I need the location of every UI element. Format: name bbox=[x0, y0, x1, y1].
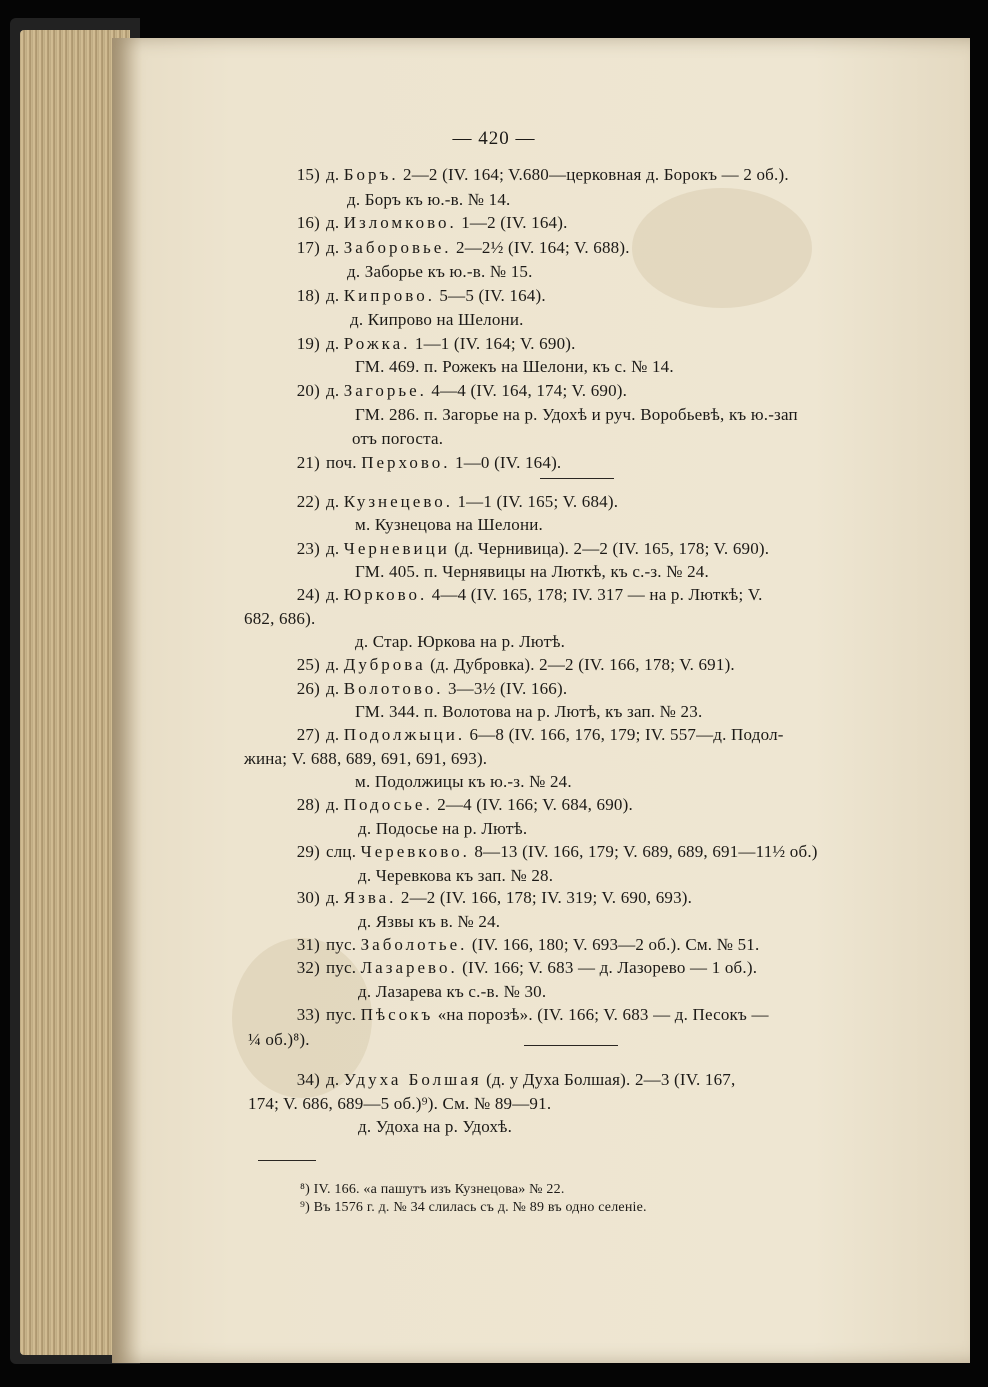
entry-25 bbox=[270, 655, 735, 675]
entry-34 bbox=[270, 1070, 735, 1090]
footnote-mark: ⁸) bbox=[300, 1182, 310, 1197]
entry-note: д. Удоха на р. Удохѣ. bbox=[358, 1117, 513, 1136]
entry-26 bbox=[270, 679, 567, 699]
footnote-9 bbox=[300, 1198, 647, 1218]
entry-note: д. Заборье къ ю.-в. № 15. bbox=[347, 262, 533, 281]
entry-number: 16) bbox=[296, 213, 320, 232]
entry-15 bbox=[270, 165, 789, 185]
entry-details: 8—13 (IV. 166, 179; V. 689, 689, 691—11½ об.) bbox=[474, 842, 818, 861]
entry-16 bbox=[270, 213, 568, 233]
entry-number: 27) bbox=[296, 725, 320, 744]
entry-details: 4—4 (IV. 164, 174; V. 690). bbox=[431, 381, 628, 400]
entry-22 bbox=[270, 492, 618, 512]
entry-33 bbox=[270, 1005, 769, 1025]
settlement-name: Изломково. bbox=[343, 213, 457, 232]
entry-number: 29) bbox=[296, 842, 320, 861]
entry-number: 32) bbox=[296, 958, 320, 977]
settlement-name: Заболотье. bbox=[360, 935, 468, 954]
settlement-type: д. bbox=[326, 213, 340, 232]
entry-number: 26) bbox=[296, 679, 320, 698]
settlement-name: Заборовье. bbox=[343, 238, 452, 257]
settlement-name: Подосье. bbox=[343, 795, 433, 814]
entry-details: (д. Чернивица). 2—2 (IV. 165, 178; V. 690). bbox=[454, 539, 770, 558]
entry-note: д. Стар. Юркова на р. Лютѣ. bbox=[355, 632, 566, 651]
settlement-name: Боръ. bbox=[343, 165, 399, 184]
entry-number: 33) bbox=[296, 1005, 320, 1024]
entry-note: д. Боръ къ ю.-в. № 14. bbox=[347, 190, 511, 209]
entry-number: 31) bbox=[296, 935, 320, 954]
entry-27 bbox=[270, 725, 784, 745]
entry-note: м. Подолжицы къ ю.-з. № 24. bbox=[355, 772, 572, 791]
section-divider bbox=[524, 1045, 618, 1046]
entry-number: 22) bbox=[296, 492, 320, 511]
entry-number: 25) bbox=[296, 655, 320, 674]
entry-note: ГМ. 405. п. Чернявицы на Люткѣ, къ с.-з. № 24. bbox=[355, 562, 709, 581]
settlement-type: д. bbox=[326, 492, 340, 511]
entry-note: д. Черевкова къ зап. № 28. bbox=[358, 866, 554, 885]
settlement-name: Кипрово. bbox=[343, 286, 435, 305]
entry-note: ГМ. 344. п. Волотова на р. Лютѣ, къ зап. № 23. bbox=[355, 702, 703, 721]
entry-18 bbox=[270, 286, 546, 306]
entry-note: ГМ. 286. п. Загорье на р. Удохѣ и руч. Воробьевѣ, къ ю.-зап bbox=[355, 405, 798, 424]
entry-24 bbox=[270, 585, 763, 605]
entry-note: д. Лазарева къ с.-в. № 30. bbox=[358, 982, 547, 1001]
settlement-type: поч. bbox=[326, 453, 357, 472]
entry-21 bbox=[270, 453, 561, 473]
settlement-name: Лазарево. bbox=[360, 958, 458, 977]
entry-number: 34) bbox=[296, 1070, 320, 1089]
settlement-type: д. bbox=[326, 655, 340, 674]
entry-details: (д. Дубровка). 2—2 (IV. 166, 178; V. 691). bbox=[430, 655, 735, 674]
entry-23 bbox=[270, 539, 769, 559]
settlement-name: Волотово. bbox=[343, 679, 444, 698]
settlement-name: Черевково. bbox=[360, 842, 470, 861]
settlement-name: Кузнецево. bbox=[343, 492, 453, 511]
entry-continuation: жина; V. 688, 689, 691, 691, 693). bbox=[244, 749, 488, 768]
entry-number: 30) bbox=[296, 888, 320, 907]
settlement-type: пус. bbox=[326, 958, 357, 977]
footnote-mark: ⁹) bbox=[300, 1200, 310, 1215]
entry-28 bbox=[270, 795, 633, 815]
footnote-text: IV. 166. «а пашутъ изъ Кузнецова» № 22. bbox=[313, 1182, 565, 1197]
section-divider bbox=[540, 478, 614, 479]
settlement-type: слц. bbox=[326, 842, 357, 861]
entry-note: д. Кипрово на Шелони. bbox=[350, 310, 524, 329]
entry-note: м. Кузнецова на Шелони. bbox=[355, 515, 543, 534]
entry-number: 19) bbox=[296, 334, 320, 353]
entry-31 bbox=[270, 935, 759, 955]
settlement-name: Удуха Болшая bbox=[343, 1070, 482, 1089]
settlement-name: Дуброва bbox=[343, 655, 426, 674]
settlement-type: д. bbox=[326, 795, 340, 814]
entry-20 bbox=[270, 381, 627, 401]
footnote-8 bbox=[300, 1180, 565, 1200]
entry-details: 6—8 (IV. 166, 176, 179; IV. 557—д. Подол- bbox=[469, 725, 784, 744]
settlement-type: д. bbox=[326, 1070, 340, 1089]
entry-32 bbox=[270, 958, 757, 978]
settlement-name: Подолжыци. bbox=[343, 725, 466, 744]
page-number: — 420 — bbox=[452, 128, 536, 149]
entry-note: д. Подосье на р. Лютѣ. bbox=[358, 819, 528, 838]
entry-number: 17) bbox=[296, 238, 320, 257]
entry-continuation: 174; V. 686, 689—5 об.)⁹). См. № 89—91. bbox=[248, 1094, 552, 1113]
settlement-name: Язва. bbox=[343, 888, 397, 907]
entry-details: 1—1 (IV. 164; V. 690). bbox=[414, 334, 576, 353]
entry-number: 28) bbox=[296, 795, 320, 814]
settlement-type: д. bbox=[326, 539, 340, 558]
settlement-type: д. bbox=[326, 238, 340, 257]
entry-30 bbox=[270, 888, 692, 908]
entry-details: 3—3½ (IV. 166). bbox=[447, 679, 568, 698]
entry-details: 2—2 (IV. 166, 178; IV. 319; V. 690, 693). bbox=[400, 888, 693, 907]
entry-note: ГМ. 469. п. Рожекъ на Шелони, къ с. № 14. bbox=[355, 357, 674, 376]
entry-note: отъ погоста. bbox=[352, 429, 444, 448]
settlement-name: Перхово. bbox=[361, 453, 451, 472]
settlement-type: д. bbox=[326, 286, 340, 305]
entry-number: 24) bbox=[296, 585, 320, 604]
settlement-type: д. bbox=[326, 725, 340, 744]
entry-details: 1—2 (IV. 164). bbox=[461, 213, 568, 232]
settlement-type: д. bbox=[326, 679, 340, 698]
entry-17 bbox=[270, 238, 630, 258]
entry-details: 2—2½ (IV. 164; V. 688). bbox=[456, 238, 630, 257]
settlement-type: д. bbox=[326, 585, 340, 604]
paper-stain bbox=[632, 188, 812, 308]
entry-number: 21) bbox=[296, 453, 320, 472]
settlement-name: Юрково. bbox=[343, 585, 428, 604]
entry-note: д. Язвы къ в. № 24. bbox=[358, 912, 501, 931]
settlement-name: Черневици bbox=[343, 539, 450, 558]
settlement-name: Пѣсокъ bbox=[360, 1005, 434, 1024]
book-page bbox=[112, 38, 970, 1363]
entry-details: 1—0 (IV. 164). bbox=[455, 453, 562, 472]
entry-details: 1—1 (IV. 165; V. 684). bbox=[457, 492, 619, 511]
settlement-type: пус. bbox=[326, 1005, 357, 1024]
entry-continuation: ¼ об.)⁸). bbox=[248, 1030, 310, 1049]
footnote-divider bbox=[258, 1160, 316, 1161]
entry-details: 2—4 (IV. 166; V. 684, 690). bbox=[437, 795, 633, 814]
settlement-name: Загорье. bbox=[343, 381, 427, 400]
settlement-type: д. bbox=[326, 334, 340, 353]
entry-details: 5—5 (IV. 164). bbox=[439, 286, 546, 305]
entry-details: (д. у Духа Болшая). 2—3 (IV. 167, bbox=[486, 1070, 736, 1089]
entry-19 bbox=[270, 334, 576, 354]
entry-number: 20) bbox=[296, 381, 320, 400]
entry-details: 2—2 (IV. 164; V.680—церковная д. Борокъ — 2 об.). bbox=[403, 165, 789, 184]
settlement-name: Рожка. bbox=[343, 334, 411, 353]
footnote-text: Въ 1576 г. д. № 34 слилась съ д. № 89 въ одно селеніе. bbox=[313, 1200, 647, 1215]
entry-details: (IV. 166; V. 683 — д. Лазорево — 1 об.). bbox=[462, 958, 758, 977]
entry-number: 15) bbox=[296, 165, 320, 184]
entry-continuation: 682, 686). bbox=[244, 609, 316, 628]
entry-number: 23) bbox=[296, 539, 320, 558]
entry-number: 18) bbox=[296, 286, 320, 305]
entry-29 bbox=[270, 842, 818, 862]
settlement-type: пус. bbox=[326, 935, 357, 954]
settlement-type: д. bbox=[326, 381, 340, 400]
settlement-type: д. bbox=[326, 888, 340, 907]
entry-details: 4—4 (IV. 165, 178; IV. 317 — на р. Люткѣ; V. bbox=[431, 585, 763, 604]
entry-details: «на порозѣ». (IV. 166; V. 683 — д. Песокъ — bbox=[437, 1005, 769, 1024]
entry-details: (IV. 166, 180; V. 693—2 об.). См. № 51. bbox=[471, 935, 760, 954]
settlement-type: д. bbox=[326, 165, 340, 184]
